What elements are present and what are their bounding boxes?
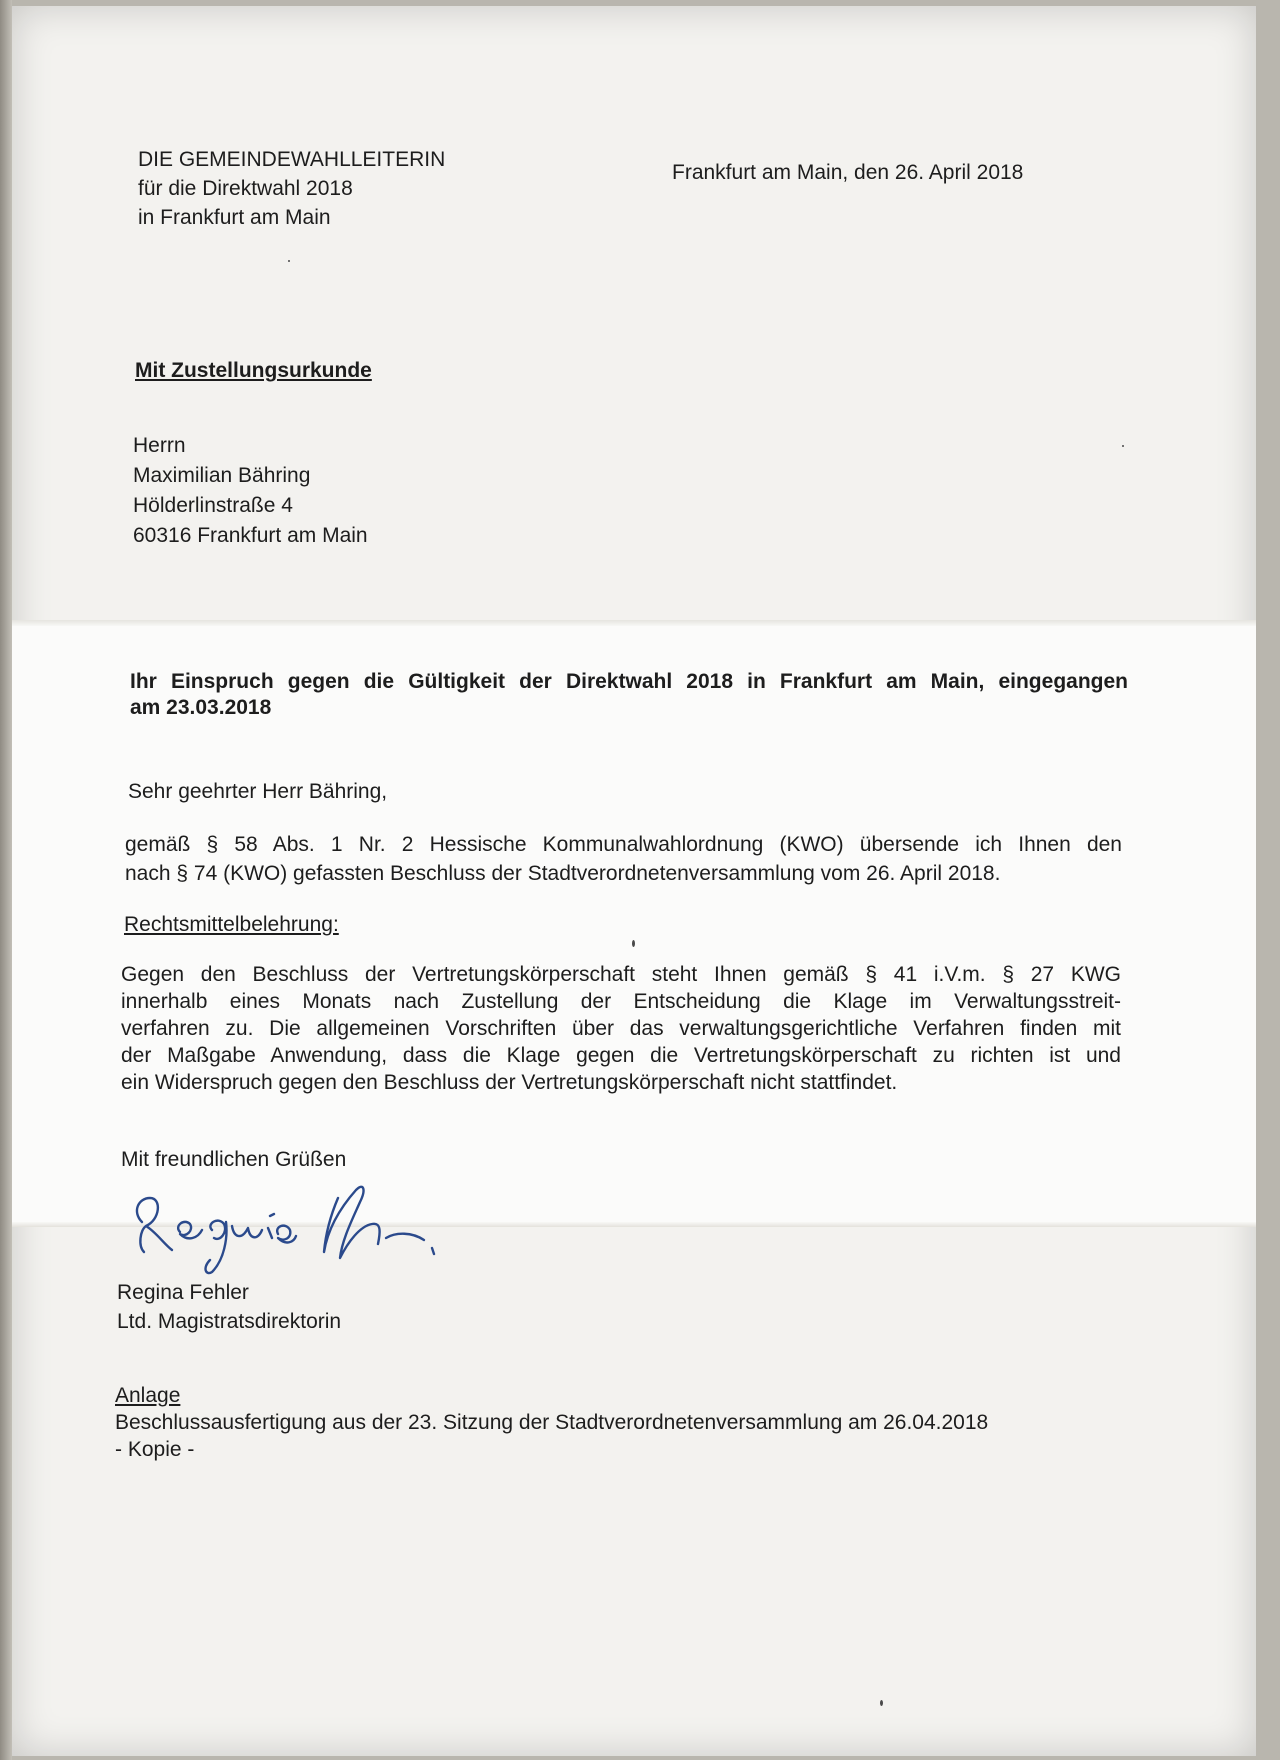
sender-block xyxy=(138,145,445,232)
body-line-1: gemäß § 58 Abs. 1 Nr. 2 Hessische Kommunalwahlordnung (KWO) übersende ich Ihnen den xyxy=(125,833,1122,856)
body-line-2: nach § 74 (KWO) gefassten Beschluss der Stadtverordnetenversammlung vom 26. April 2018. xyxy=(125,862,1001,885)
signatory-name: Regina Fehler xyxy=(117,1281,249,1304)
sender-line-2: für die Direktwahl 2018 xyxy=(138,177,353,200)
sender-line-1: DIE GEMEINDEWAHLLEITERIN xyxy=(138,148,446,171)
date-line: Frankfurt am Main, den 26. April 2018 xyxy=(672,161,1024,184)
body-paragraph xyxy=(125,830,1122,888)
legal-line-2: innerhalb eines Monats nach Zustellung der Entscheidung die Klage im Verwaltungsstreit- xyxy=(121,990,1121,1013)
legal-line-3: verfahren zu. Die allgemeinen Vorschriften über das verwaltungsgerichtliche Verfahren finden mit xyxy=(121,1017,1121,1040)
greeting: Sehr geehrter Herr Bähring, xyxy=(128,780,388,803)
subject xyxy=(130,669,1128,721)
signatory-title: Ltd. Magistratsdirektorin xyxy=(117,1310,342,1333)
subject-line-2: am 23.03.2018 xyxy=(130,696,272,719)
enclosure-line-1: Beschlussausfertigung aus der 23. Sitzung der Stadtverordnetenversammlung am 26.04.2018 xyxy=(115,1411,989,1434)
scan-speck xyxy=(288,260,290,262)
recipient-address xyxy=(133,431,368,551)
recipient-salutation: Herrn xyxy=(133,434,186,457)
delivery-note: Mit Zustellungsurkunde xyxy=(135,359,372,382)
closing: Mit freundlichen Grüßen xyxy=(121,1148,347,1171)
sender-line-3: in Frankfurt am Main xyxy=(138,206,331,229)
legal-heading: Rechtsmittelbelehrung: xyxy=(124,913,339,936)
handwritten-signature xyxy=(128,1168,488,1278)
signatory xyxy=(117,1278,341,1336)
subject-line-1: Ihr Einspruch gegen die Gültigkeit der Direktwahl 2018 in Frankfurt am Main, eingegangen xyxy=(130,670,1128,693)
scan-speck xyxy=(1122,445,1124,447)
scan-speck xyxy=(632,940,635,947)
enclosure-line-2: - Kopie - xyxy=(115,1438,195,1461)
scan-left-edge xyxy=(0,0,12,1760)
recipient-city: 60316 Frankfurt am Main xyxy=(133,524,368,547)
legal-text xyxy=(121,961,1121,1096)
scan-speck xyxy=(880,1700,883,1706)
recipient-name: Maximilian Bähring xyxy=(133,464,311,487)
recipient-street: Hölderlinstraße 4 xyxy=(133,494,293,517)
enclosure-heading: Anlage xyxy=(115,1384,181,1407)
enclosure xyxy=(115,1382,988,1463)
legal-line-4: der Maßgabe Anwendung, dass die Klage gegen die Vertretungskörperschaft zu richten ist und xyxy=(121,1044,1121,1067)
legal-line-1: Gegen den Beschluss der Vertretungskörperschaft steht Ihnen gemäß § 41 i.V.m. § 27 KWG xyxy=(121,963,1121,986)
legal-line-5: ein Widerspruch gegen den Beschluss der Vertretungskörperschaft nicht stattfindet. xyxy=(121,1071,898,1094)
